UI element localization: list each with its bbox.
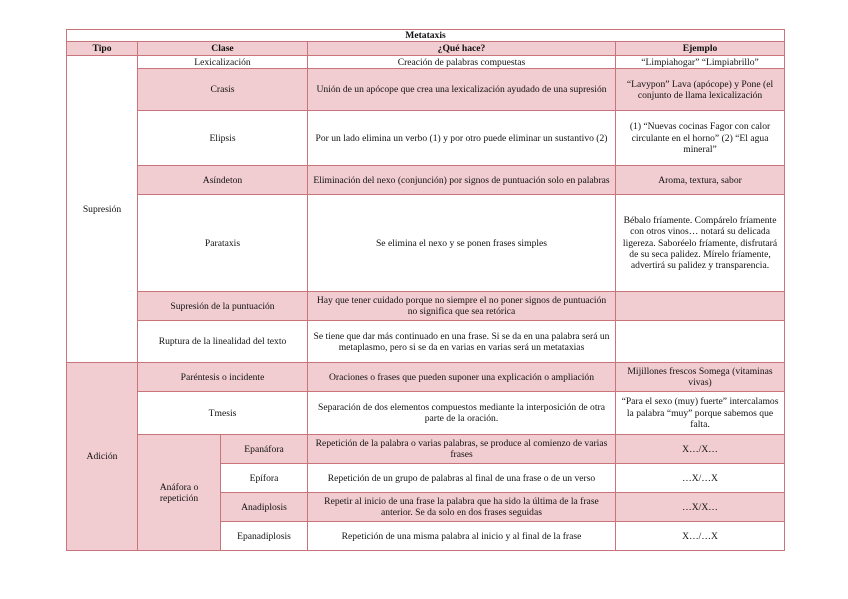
clase-anafora: Anáfora o repetición (138, 435, 221, 551)
que-epanafora: Repetición de la palabra o varias palabras, se produce al comienzo de varias frases (308, 435, 616, 464)
clase-crasis: Crasis (138, 69, 308, 111)
header-ejemplo: Ejemplo (616, 42, 785, 56)
ejemplo-ruptura-linealidad (616, 321, 785, 363)
que-epifora: Repetición de un grupo de palabras al final de una frase o de un verso (308, 464, 616, 493)
que-lexicalizacion: Creación de palabras compuestas (308, 56, 616, 69)
que-tmesis: Separación de dos elementos compuestos mediante la interposición de otra parte de la oración. (308, 392, 616, 435)
tipo-supresion: Supresión (67, 56, 138, 363)
que-ruptura-linealidad: Se tiene que dar más continuado en una frase. Si se da en una palabra será un metaplasmo, pero si se da en varias en varias será un metataxias (308, 321, 616, 363)
ejemplo-parataxis: Bébalo fríamente. Compárelo fríamente con otros vinos… notará su delicada ligereza. Saboréelo fríamente, disfrutará de su seca palidez. Mírelo fríamente, advertirá su palidez y transparencia. (616, 195, 785, 292)
que-crasis: Unión de un apócope que crea una lexicalización ayudado de una supresión (308, 69, 616, 111)
ejemplo-tmesis: “Para el sexo (muy) fuerte” intercalamos la palabra “muy” porque sabemos que falta. (616, 392, 785, 435)
clase-lexicalizacion: Lexicalización (138, 56, 308, 69)
ejemplo-asindeton: Aroma, textura, sabor (616, 166, 785, 195)
clase-ruptura-linealidad: Ruptura de la linealidad del texto (138, 321, 308, 363)
clase-supresion-puntuacion: Supresión de la puntuación (138, 292, 308, 321)
clase-tmesis: Tmesis (138, 392, 308, 435)
que-parataxis: Se elimina el nexo y se ponen frases simples (308, 195, 616, 292)
ejemplo-epanafora: X…/X… (616, 435, 785, 464)
header-clase: Clase (138, 42, 308, 56)
que-parentesis: Oraciones o frases que pueden suponer una explicación o ampliación (308, 363, 616, 392)
ejemplo-epifora: …X/…X (616, 464, 785, 493)
ejemplo-epanadiplosis: X…/…X (616, 522, 785, 551)
header-que-hace: ¿Qué hace? (308, 42, 616, 56)
table-title: Metataxis (67, 30, 785, 42)
que-asindeton: Eliminación del nexo (conjunción) por signos de puntuación solo en palabras (308, 166, 616, 195)
ejemplo-crasis: “Lavypon” Lava (apócope) y Pone (el conjunto de llama lexicalización (616, 69, 785, 111)
que-elipsis: Por un lado elimina un verbo (1) y por otro puede eliminar un sustantivo (2) (308, 111, 616, 166)
que-supresion-puntuacion: Hay que tener cuidado porque no siempre el no poner signos de puntuación no significa que sea retórica (308, 292, 616, 321)
clase-asindeton: Asíndeton (138, 166, 308, 195)
metataxis-table (66, 29, 785, 551)
sub-epanadiplosis: Epanadiplosis (221, 522, 308, 551)
que-anadiplosis: Repetir al inicio de una frase la palabra que ha sido la última de la frase anterior. Se da solo en dos frases seguidas (308, 493, 616, 522)
clase-elipsis: Elipsis (138, 111, 308, 166)
sub-epanafora: Epanáfora (221, 435, 308, 464)
que-epanadiplosis: Repetición de una misma palabra al inicio y al final de la frase (308, 522, 616, 551)
ejemplo-lexicalizacion: “Limpiahogar” “Limpiabrillo” (616, 56, 785, 69)
sub-anadiplosis: Anadiplosis (221, 493, 308, 522)
ejemplo-elipsis: (1) “Nuevas cocinas Fagor con calor circulante en el horno” (2) “El agua mineral” (616, 111, 785, 166)
ejemplo-parentesis: Mijillones frescos Somega (vitaminas vivas) (616, 363, 785, 392)
ejemplo-anadiplosis: …X/X… (616, 493, 785, 522)
tipo-adicion: Adición (67, 363, 138, 551)
header-tipo: Tipo (67, 42, 138, 56)
ejemplo-supresion-puntuacion (616, 292, 785, 321)
clase-parataxis: Parataxis (138, 195, 308, 292)
sub-epifora: Epífora (221, 464, 308, 493)
clase-parentesis: Paréntesis o incidente (138, 363, 308, 392)
